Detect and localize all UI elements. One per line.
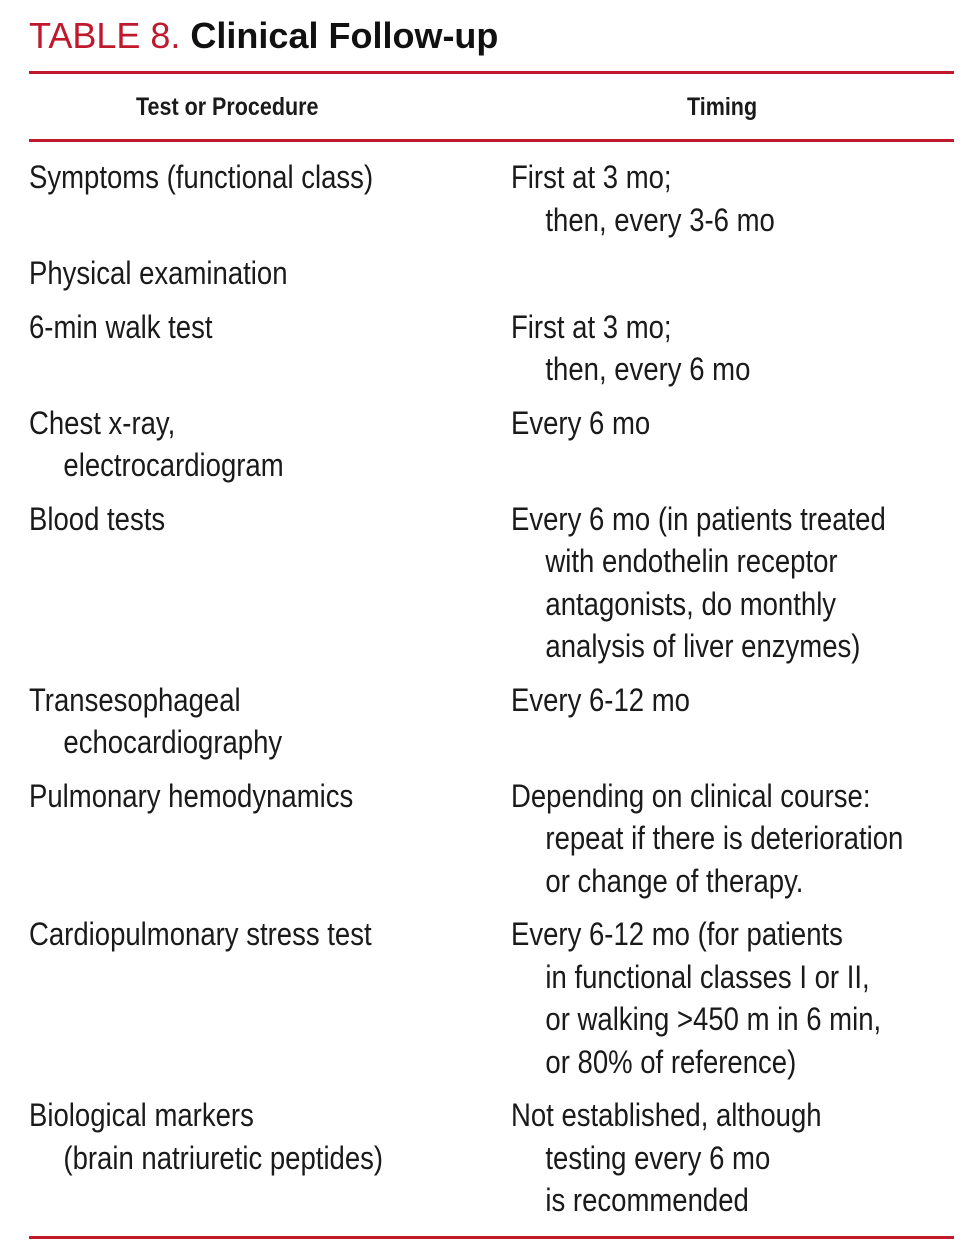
test-cell-line: Blood tests (29, 500, 166, 537)
column-header-timing: Timing (687, 93, 758, 121)
test-cell (29, 156, 459, 199)
timing-cell (511, 679, 950, 722)
timing-cell (511, 913, 950, 1083)
top-rule (29, 71, 954, 74)
test-cell (29, 252, 459, 295)
timing-cell (511, 306, 950, 391)
timing-cell-line: First at 3 mo; (511, 159, 672, 195)
timing-cell (511, 402, 950, 445)
timing-cell-line: Depending on clinical course: (511, 777, 871, 814)
test-cell-line: Pulmonary hemodynamics (29, 777, 354, 814)
header-rule (29, 139, 954, 142)
timing-cell (511, 775, 950, 903)
test-cell-line: 6-min walk test (29, 308, 213, 345)
timing-cell-line: in functional classes I or II, (545, 958, 870, 995)
timing-cell-line: or 80% of reference) (545, 1043, 797, 1080)
timing-cell-line: Every 6 mo (in patients treated (511, 500, 886, 537)
timing-cell-line: testing every 6 mo (545, 1139, 771, 1176)
timing-cell-line: is recommended (545, 1182, 749, 1218)
test-cell-line: echocardiography (63, 724, 283, 760)
timing-cell-line: or change of therapy. (545, 862, 804, 899)
timing-cell-line: analysis of liver enzymes) (545, 628, 861, 664)
test-cell (29, 306, 459, 349)
test-cell-line: Chest x-ray, (29, 404, 176, 441)
table-caption: Clinical Follow-up (190, 15, 499, 56)
timing-cell-line: Every 6-12 mo (for patients (511, 916, 843, 952)
test-cell-line: electrocardiogram (63, 447, 284, 483)
test-cell (29, 498, 459, 541)
timing-cell-line: or walking >450 m in 6 min, (545, 1001, 882, 1037)
timing-cell-line: First at 3 mo; (511, 308, 672, 345)
test-cell-line: Cardiopulmonary stress test (29, 916, 372, 952)
timing-cell (511, 1094, 950, 1222)
column-header-test: Test or Procedure (136, 93, 319, 121)
bottom-rule (29, 1236, 954, 1239)
test-cell-line: Transesophageal (29, 681, 241, 718)
test-cell (29, 1094, 459, 1179)
timing-cell-line: antagonists, do monthly (545, 585, 837, 622)
test-cell (29, 679, 459, 764)
timing-cell-line: Every 6-12 mo (511, 681, 690, 718)
timing-cell-line: then, every 6 mo (545, 351, 751, 387)
test-cell-line: Biological markers (29, 1097, 254, 1133)
test-cell-line: (brain natriuretic peptides) (63, 1139, 384, 1176)
table-number: TABLE 8. (29, 15, 181, 56)
test-cell (29, 402, 459, 487)
timing-cell-line: then, every 3-6 mo (545, 201, 775, 238)
test-cell (29, 775, 459, 818)
test-cell-line: Physical examination (29, 255, 288, 291)
test-cell-line: Symptoms (functional class) (29, 159, 374, 195)
timing-cell (511, 498, 950, 668)
timing-cell-line: Every 6 mo (511, 404, 651, 441)
timing-cell-line: with endothelin receptor (545, 543, 838, 579)
test-cell (29, 913, 459, 956)
timing-cell-line: repeat if there is deterioration (545, 820, 904, 856)
table-title (29, 14, 498, 58)
timing-cell (511, 156, 950, 241)
timing-cell-line: Not established, although (511, 1097, 822, 1133)
